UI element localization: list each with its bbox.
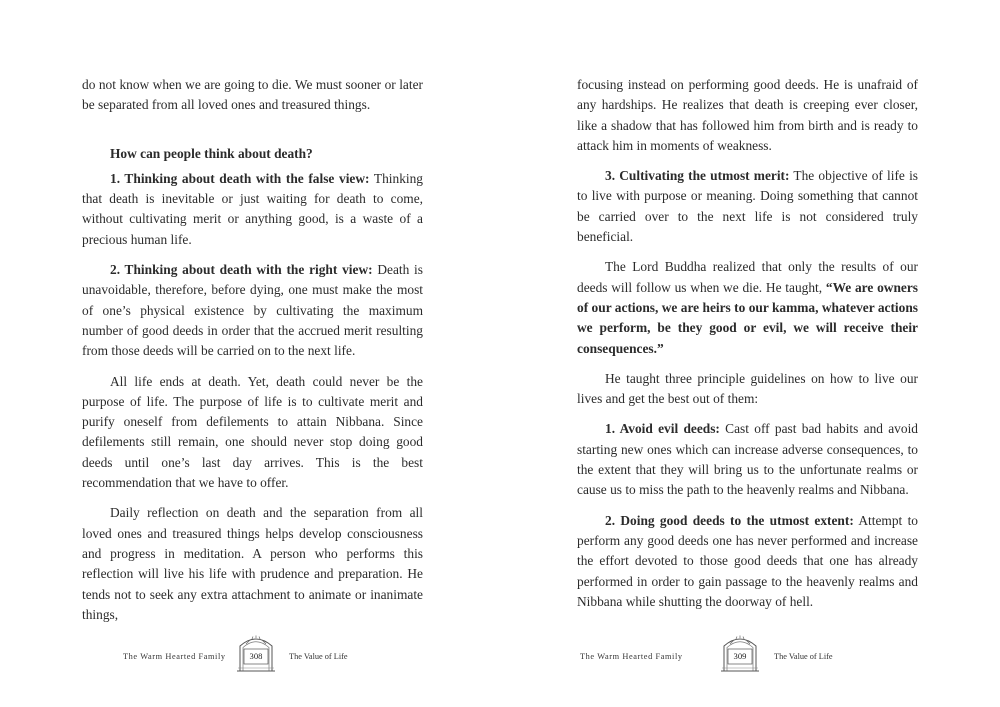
footer-section-title: The Value of Life [289,652,348,661]
paragraph [577,369,918,410]
page-number-emblem [236,632,276,672]
paragraph [82,75,423,116]
paragraph-text: The Lord Buddha realized that only the results of our deeds will follow us when we die. He taught, [577,259,918,295]
page-number: 309 [733,651,747,661]
paragraph [82,503,423,625]
page-number: 308 [249,651,263,661]
paragraph-text: He taught three principle guidelines on how to live our lives and get the best out of them: [577,370,918,407]
paragraph-text: focusing instead on performing good deeds. He is unafraid of any hardships. He realizes that death is creeping ever closer, like a shadow that has followed him from birth and is ready to attack him in moments of weakness. [577,77,918,153]
paragraph [82,169,423,250]
paragraph [577,75,918,156]
right-page [500,0,1000,707]
paragraph-lead: 1. Thinking about death with the false view: [110,170,370,186]
paragraph-text: Death is unavoidable, therefore, before dying, one must make the most of one’s physical existence by cultivating the maximum number of good deeds in order that the accrued merit resulting from those deeds will be carried on to the next life. [82,262,423,359]
paragraph [577,257,918,358]
footer-section-title: The Value of Life [774,652,833,661]
paragraph-text: Thinking that death is inevitable or just waiting for death to come, without cultivating merit or anything good, is a waste of a precious human life. [82,170,424,247]
paragraph-text: Cast off past bad habits and avoid starting new ones which can increase adverse consequences, to the extent that they will bring us to the unfortunate realms or cause us to miss the path to the heavenly realms and Nibbana. [577,421,918,498]
paragraph [82,372,423,494]
left-page-body [82,75,423,635]
section-heading: How can people think about death? [110,145,313,161]
footer-book-title: The Warm Hearted Family [580,652,683,661]
paragraph-lead: 1. Avoid evil deeds: [605,421,720,437]
buddha-quote: “We are owners of our actions, we are heirs to our kamma, whatever actions we perform, be they good or evil, we will receive their consequences.” [577,279,918,356]
paragraph-text: Daily reflection on death and the separation from all loved ones and treasured things helps develop consciousness and progress in meditation. A person who performs this reflection will live his life with prudence and preparation. He tends not to seek any extra attachment to animate or inanimate things, [82,505,423,622]
paragraph-text: All life ends at death. Yet, death could never be the purpose of life. The purpose of life is to cultivate merit and purify oneself from defilements to attain Nibbana. Since defilements still remain, one should never stop doing good deeds until one’s last day arrives. This is the best recommendation that we have to offer. [82,373,423,491]
paragraph [577,166,918,247]
footer-book-title: The Warm Hearted Family [123,652,226,661]
paragraph-text: The objective of life is to live with purpose or meaning. Doing something that cannot be carried over to the next life is not considered truly beneficial. [577,168,918,245]
page-footer [500,632,1000,672]
paragraph-lead: 2. Thinking about death with the right view: [110,262,373,278]
paragraph [577,511,918,612]
page-number-emblem [720,632,760,672]
paragraph [577,419,918,500]
paragraph [82,260,423,361]
page-footer [0,632,500,672]
right-page-body [577,75,918,622]
paragraph-lead: 3. Cultivating the utmost merit: [605,168,790,184]
paragraph-lead: 2. Doing good deeds to the utmost extent: [605,512,854,528]
paragraph-text: do not know when we are going to die. We must sooner or later be separated from all loved ones and treasured things. [82,77,423,113]
paragraph-text: Attempt to perform any good deeds one has never performed and increase the effort devoted to those good deeds that one has already performed in order to gain passage to the heavenly realms and Nibbana while shutting the doorway of hell. [577,512,918,609]
